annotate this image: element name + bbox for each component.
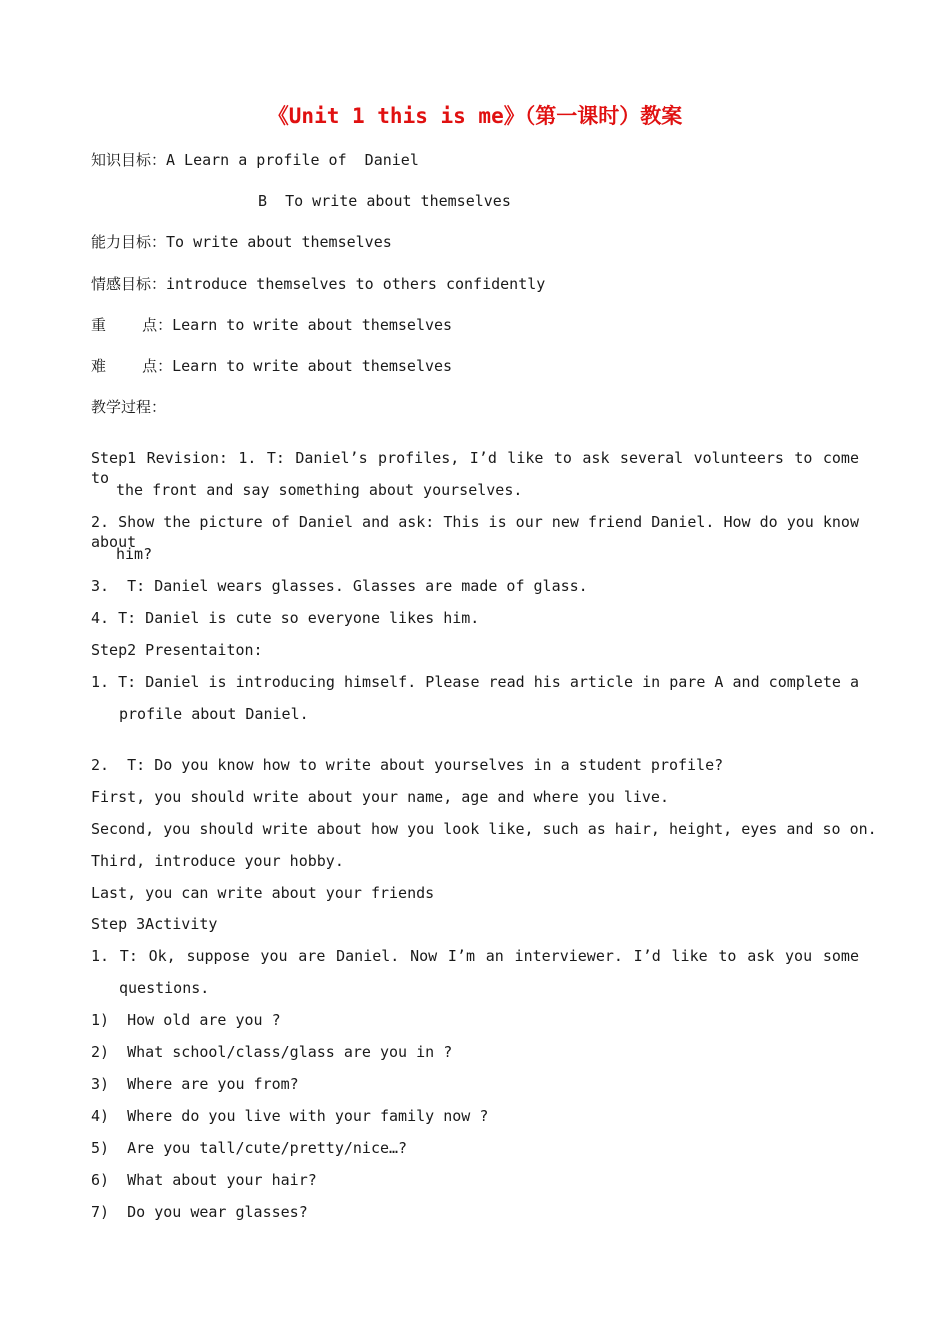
step2-item1: 1. T: Daniel is introducing himself. Please read his article in pare A and complete a [91,673,859,691]
question-item: 7) Do you wear glasses? [91,1203,308,1221]
step2-item1-cont: profile about Daniel. [119,705,309,723]
step2-last: Last, you can write about your friends [91,884,435,902]
objective-emotion: 情感目标：introduce themselves to others confidently [91,275,546,293]
question-item: 2) What school/class/glass are you in ? [91,1043,453,1061]
question-item: 4) Where do you live with your family now ? [91,1107,489,1125]
question-item: 6) What about your hair? [91,1171,317,1189]
step3-item1: 1. T: Ok, suppose you are Daniel. Now I’m an interviewer. I’d like to ask you some [91,947,859,965]
question-item: 3) Where are you from? [91,1075,299,1093]
step2-heading: Step2 Presentaiton: [91,641,263,659]
step1-item3: 3. T: Daniel wears glasses. Glasses are made of glass. [91,577,588,595]
step3-heading: Step 3Activity [91,915,218,933]
page-title: 《Unit 1 this is me》（第一课时）教案 [267,104,683,128]
step1-item4: 4. T: Daniel is cute so everyone likes him. [91,609,480,627]
process-heading: 教学过程： [91,398,167,416]
difficult-point: 难 点：Learn to write about themselves [91,357,453,375]
step2-second: Second, you should write about how you look like, such as hair, height, eyes and so on. [91,820,877,838]
objective-ability: 能力目标：To write about themselves [91,233,392,251]
objective-knowledge-a: 知识目标：A Learn a profile of Daniel [91,151,419,169]
question-item: 1) How old are you ? [91,1011,281,1029]
step1-item2: 2. Show the picture of Daniel and ask: This is our new friend Daniel. How do you know about [91,513,859,551]
step1-line1: Step1 Revision: 1. T: Daniel’s profiles, I’d like to ask several volunteers to come to [91,449,859,487]
step1-line1-cont: the front and say something about yourselves. [116,481,523,499]
question-item: 5) Are you tall/cute/pretty/nice…? [91,1139,408,1157]
step2-item2: 2. T: Do you know how to write about yourselves in a student profile? [91,756,724,774]
step2-third: Third, introduce your hobby. [91,852,344,870]
objective-knowledge-b: B To write about themselves [258,192,511,210]
step3-item1-cont: questions. [119,979,210,997]
step2-first: First, you should write about your name, age and where you live. [91,788,669,806]
step1-item2-cont: him? [116,545,153,563]
key-point: 重 点：Learn to write about themselves [91,316,453,334]
